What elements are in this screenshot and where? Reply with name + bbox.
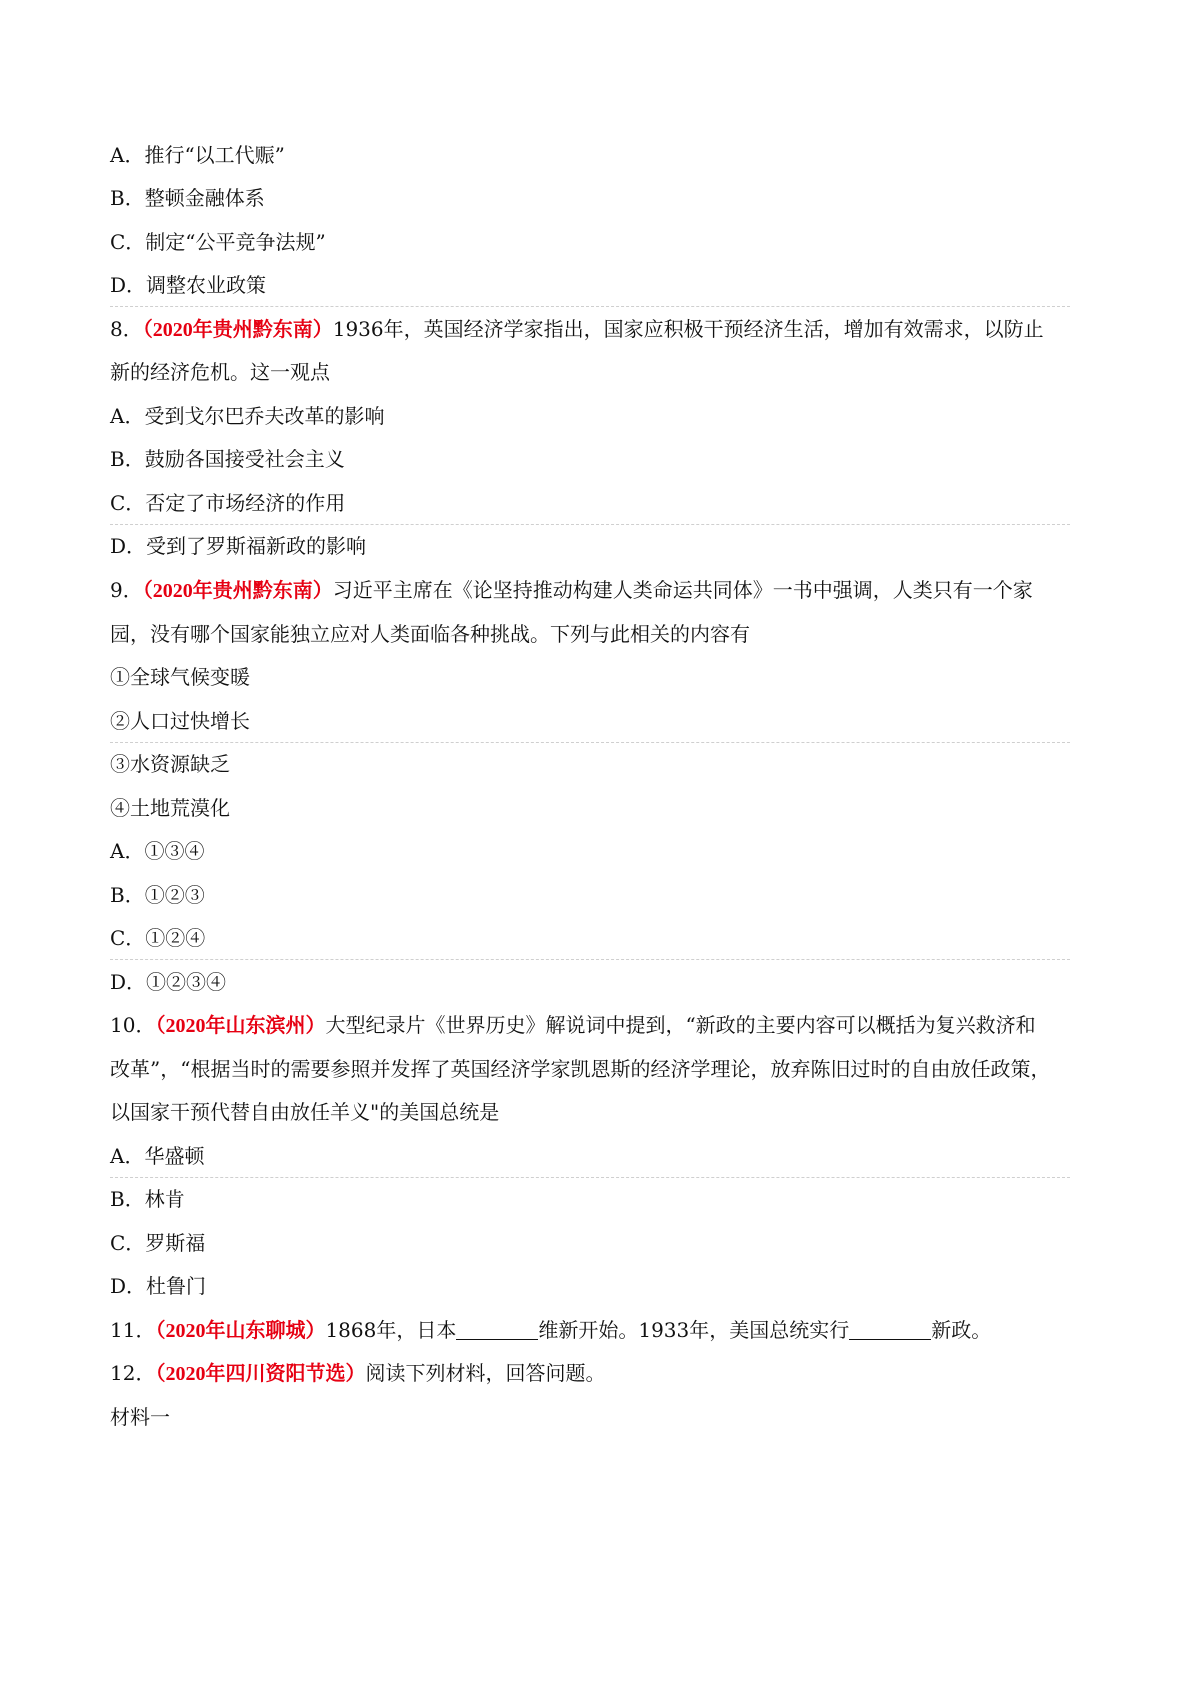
fill-blank-2 bbox=[849, 1319, 931, 1340]
separator bbox=[110, 742, 1070, 743]
q10-option-c: C．罗斯福 bbox=[110, 1231, 206, 1255]
q10-stem-line3: 以国家干预代替自由放任羊义"的美国总统是 bbox=[110, 1100, 500, 1124]
q8-option-b: B．鼓励各国接受社会主义 bbox=[110, 447, 345, 471]
q9-item-2: ②人口过快增长 bbox=[110, 709, 250, 733]
separator bbox=[110, 1177, 1070, 1178]
question-number: 8． bbox=[110, 317, 143, 341]
q9-option-d: D．①②③④ bbox=[110, 970, 227, 994]
q9-item-4: ④土地荒漠化 bbox=[110, 796, 230, 820]
question-text-a: 1868年，日本 bbox=[325, 1318, 457, 1342]
q12-stem bbox=[110, 1359, 605, 1388]
q7-option-b: B．整顿金融体系 bbox=[110, 186, 265, 210]
question-source: （2020年山东滨州） bbox=[155, 1015, 326, 1037]
separator bbox=[110, 524, 1070, 525]
q8-option-a: A．受到戈尔巴乔夫改革的影响 bbox=[110, 404, 385, 428]
q8-option-d: D．受到了罗斯福新政的影响 bbox=[110, 534, 367, 558]
question-source: （2020年山东聊城） bbox=[155, 1320, 326, 1342]
q7-option-d: D．调整农业政策 bbox=[110, 273, 267, 297]
question-text: 1936年，英国经济学家指出，国家应积极干预经济生活，增加有效需求，以防止 bbox=[332, 317, 1044, 341]
q10-stem-line1 bbox=[110, 1011, 1036, 1040]
question-source: （2020年贵州黔东南） bbox=[142, 580, 333, 602]
q9-option-c: C．①②④ bbox=[110, 926, 206, 950]
q7-option-a: A．推行“以工代赈” bbox=[110, 143, 285, 167]
question-number: 12． bbox=[110, 1361, 156, 1385]
question-source: （2020年贵州黔东南） bbox=[142, 319, 333, 341]
q8-stem-line2: 新的经济危机。这一观点 bbox=[110, 360, 330, 384]
q11-stem bbox=[110, 1316, 991, 1345]
q9-stem-line2: 园，没有哪个国家能独立应对人类面临各种挑战。下列与此相关的内容有 bbox=[110, 622, 750, 646]
fill-blank-1 bbox=[456, 1319, 538, 1340]
q8-option-c: C．否定了市场经济的作用 bbox=[110, 491, 346, 515]
question-text: 大型纪录片《世界历史》解说词中提到，“新政的主要内容可以概括为复兴救济和 bbox=[325, 1013, 1036, 1037]
q7-option-c: C．制定“公平竞争法规” bbox=[110, 230, 326, 254]
q10-option-d: D．杜鲁门 bbox=[110, 1274, 207, 1298]
question-text-c: 新政。 bbox=[931, 1318, 992, 1342]
q9-stem-line1 bbox=[110, 576, 1033, 605]
q9-option-a: A．①③④ bbox=[110, 839, 205, 863]
question-number: 9． bbox=[110, 578, 143, 602]
separator bbox=[110, 306, 1070, 307]
q9-option-b: B．①②③ bbox=[110, 883, 205, 907]
q9-item-1: ①全球气候变暖 bbox=[110, 665, 250, 689]
question-source: （2020年四川资阳节选） bbox=[155, 1363, 366, 1385]
question-text: 阅读下列材料，回答问题。 bbox=[365, 1361, 606, 1385]
separator bbox=[110, 959, 1070, 960]
q10-option-b: B．林肯 bbox=[110, 1187, 185, 1211]
q8-stem-line1 bbox=[110, 315, 1044, 344]
question-text: 习近平主席在《论坚持推动构建人类命运共同体》一书中强调，人类只有一个家 bbox=[332, 578, 1033, 602]
question-number: 11． bbox=[110, 1318, 156, 1342]
question-text-b: 维新开始。1933年，美国总统实行 bbox=[538, 1318, 850, 1342]
q9-item-3: ③水资源缺乏 bbox=[110, 752, 230, 776]
q12-material-label: 材料一 bbox=[110, 1405, 170, 1429]
q10-stem-line2: 改革”，“根据当时的需要参照并发挥了英国经济学家凯恩斯的经济学理论，放弃陈旧过时的自由放任政策， bbox=[110, 1057, 1051, 1081]
q10-option-a: A．华盛顿 bbox=[110, 1144, 205, 1168]
question-number: 10． bbox=[110, 1013, 156, 1037]
